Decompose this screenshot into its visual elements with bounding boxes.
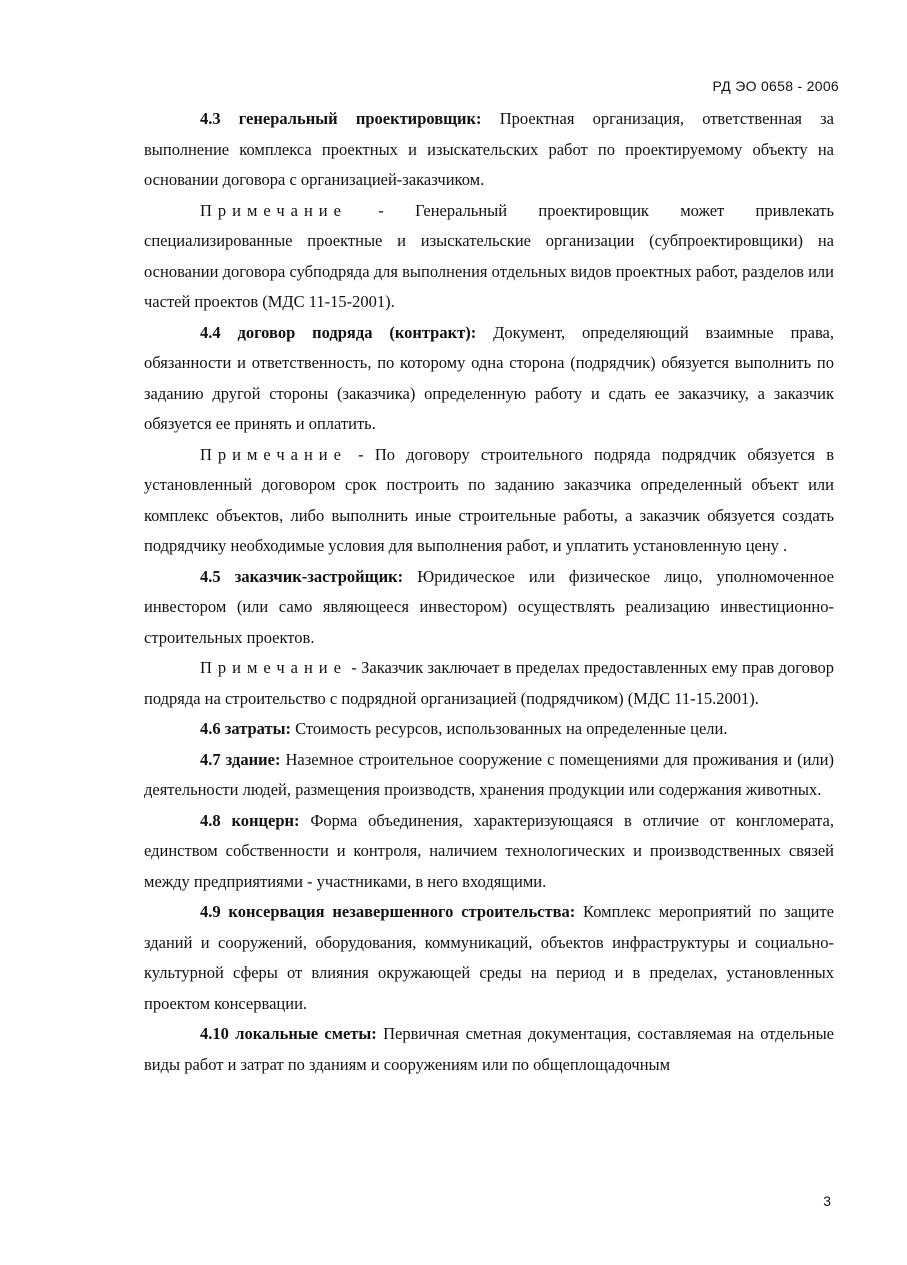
note-label: Примечание bbox=[200, 658, 347, 677]
document-code: РД ЭО 0658 - 2006 bbox=[712, 78, 839, 94]
term-label: 4.3 генеральный проектировщик: bbox=[200, 109, 482, 128]
term-label: 4.4 договор подряда (контракт): bbox=[200, 322, 477, 342]
note-4-4 bbox=[144, 440, 834, 562]
note-text: - Заказчик заключает в пределах предоставленных ему прав договор подряда на строительство с подрядной организацией (подрядчиком) (МДС 11-15.2001). bbox=[144, 658, 834, 708]
definition-text: Юридическое или физическое лицо, уполномоченное инвестором (или само являющееся инвестором) осуществлять реализацию инвестиционно-строительных проектов. bbox=[144, 566, 834, 647]
term-label: 4.6 затраты: bbox=[200, 719, 291, 738]
term-label: 4.9 консервация незавершенного строительства: bbox=[200, 902, 576, 921]
page-number: 3 bbox=[823, 1193, 831, 1209]
term-label: 4.5 заказчик-застройщик: bbox=[200, 566, 404, 586]
definition-4-4 bbox=[144, 318, 834, 440]
definition-text: Первичная сметная документация, составляемая на отдельные виды работ и затрат по зданиям и сооружениям или по общеплощадочным bbox=[144, 1024, 834, 1074]
definition-text: Проектная организация, ответственная за выполнение комплекса проектных и изыскательских работ по проектируемому объекту на основании договора с организацией-заказчиком. bbox=[144, 109, 834, 189]
definition-4-10 bbox=[144, 1019, 834, 1080]
definition-text: Наземное строительное сооружение с помещениями для проживания и (или) деятельности людей, размещения производств, хранения продукции или содержания животных. bbox=[144, 749, 834, 799]
document-body bbox=[144, 104, 834, 1080]
note-text: - Генеральный проектировщик может привлекать специализированные проектные и изыскательские организации (субпроектировщики) на основании договора субподряда для выполнения отдельных видов проектных работ, разделов или частей проектов (МДС 11-15-2001). bbox=[144, 200, 834, 311]
note-label: Примечание bbox=[200, 444, 347, 464]
definition-4-5 bbox=[144, 562, 834, 654]
definition-4-6 bbox=[144, 714, 834, 745]
definition-4-7 bbox=[144, 745, 834, 806]
note-4-3 bbox=[144, 196, 834, 318]
definition-4-8 bbox=[144, 806, 834, 898]
note-4-5 bbox=[144, 653, 834, 714]
definition-text: Документ, определяющий взаимные права, обязанности и ответственность, по которому одна сторона (подрядчик) обязуется выполнить по заданию другой стороны (заказчика) определенную работу и сдать ее заказчику, а заказчик обязуется ее принять и оплатить. bbox=[144, 322, 834, 433]
note-label: Примечание bbox=[200, 200, 347, 220]
definition-text: Форма объединения, характеризующаяся в отличие от конгломерата, единством собственности и контроля, наличием технологических и производственных связей между предприятиями - участниками, в него входящими. bbox=[144, 810, 834, 891]
term-label: 4.10 локальные сметы: bbox=[200, 1024, 377, 1043]
term-label: 4.7 здание: bbox=[200, 749, 281, 769]
definition-4-3 bbox=[144, 104, 834, 196]
definition-4-9 bbox=[144, 897, 834, 1019]
definition-text: Комплекс мероприятий по защите зданий и сооружений, оборудования, коммуникаций, объектов инфраструктуры и социально-культурной сферы от влияния окружающей среды на период и в пределах, установленных проектом консервации. bbox=[144, 902, 834, 1013]
note-text: - По договору строительного подряда подрядчик обязуется в установленный договором срок построить по заданию заказчика определенный объект или комплекс объектов, либо выполнить иные строительные работы, а заказчик обязуется создать подрядчику необходимые условия для выполнения работ, и уплатить установленную цену . bbox=[144, 444, 834, 555]
term-label: 4.8 концерн: bbox=[200, 810, 300, 830]
definition-text: Стоимость ресурсов, использованных на определенные цели. bbox=[291, 719, 728, 738]
